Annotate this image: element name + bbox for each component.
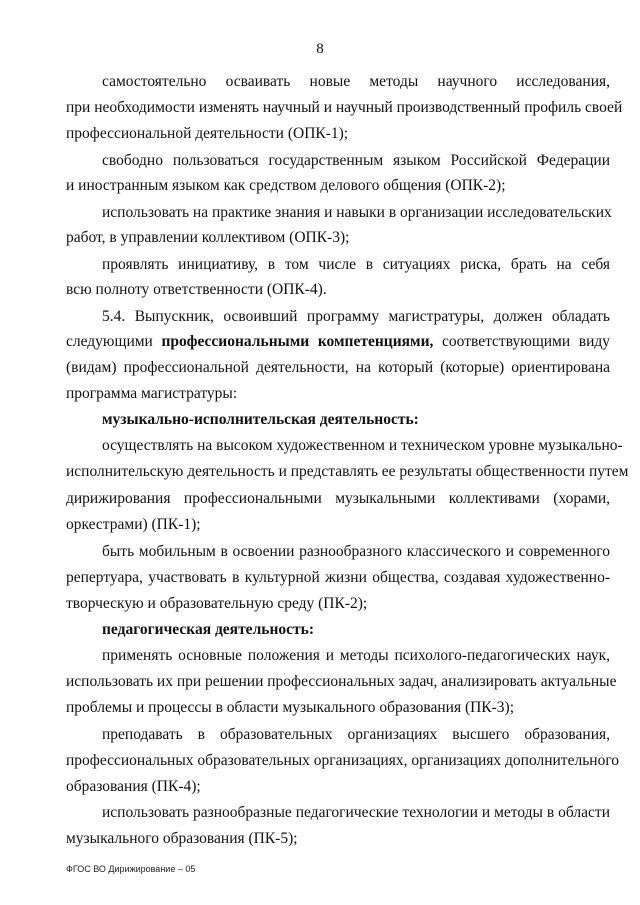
text-line: образования (ПК-4);: [66, 778, 201, 795]
text-line: использовать разнообразные педагогические технологии и методы в области: [102, 804, 610, 821]
text-line: проявлять инициативу, в том числе в ситуациях риска, брать на себя: [102, 256, 610, 273]
text-line: использовать их при решении профессиональных задач, анализировать актуальные: [66, 673, 617, 690]
mixed-text-line: [66, 332, 610, 352]
text-line: преподавать в образовательных организациях высшего образования,: [102, 726, 610, 743]
text-line: осуществлять на высоком художественном и техническом уровне музыкально-: [102, 437, 623, 454]
text-line: музыкального образования (ПК-5);: [66, 830, 298, 847]
text-line: исполнительскую деятельность и представлять ее результаты общественности путем: [66, 463, 629, 480]
text-line: оркестрами) (ПК-1);: [66, 516, 201, 533]
text-line: дирижирования профессиональными музыкальными коллективами (хорами,: [66, 490, 610, 507]
text-run: соответствующими виду: [433, 333, 611, 350]
text-line: применять основные положения и методы психолого-педагогических наук,: [102, 647, 610, 664]
footer-text: ФГОС ВО Дирижирование – 05: [66, 864, 196, 874]
text-line: быть мобильным в освоении разнообразного классического и современного: [102, 543, 610, 560]
text-line: профессиональной деятельности (ОПК-1);: [66, 125, 349, 142]
section-heading: музыкально-исполнительская деятельность:: [102, 411, 419, 428]
text-line: проблемы и процессы в области музыкального образования (ПК-3);: [66, 699, 515, 716]
page-number: 8: [316, 41, 324, 57]
text-line: при необходимости изменять научный и научный производственный профиль своей: [66, 99, 623, 116]
text-line: работ, в управлении коллективом (ОПК-3);: [66, 229, 350, 246]
text-line: творческую и образовательную среду (ПК-2);: [66, 595, 368, 612]
text-line: 5.4. Выпускник, освоивший программу магистратуры, должен обладать: [102, 308, 610, 325]
text-line: свободно пользоваться государственным языком Российской Федерации: [102, 152, 610, 169]
text-line: и иностранным языком как средством делового общения (ОПК-2);: [66, 177, 506, 194]
text-line: программа магистратуры:: [66, 385, 238, 402]
section-heading: педагогическая деятельность:: [102, 621, 314, 638]
text-line: профессиональных образовательных организациях, организациях дополнительного: [66, 752, 620, 769]
bold-text-run: профессиональными компетенциями,: [161, 333, 434, 350]
text-line: всю полноту ответственности (ОПК-4).: [66, 281, 327, 298]
text-run: следующими: [66, 333, 162, 350]
text-line: самостоятельно осваивать новые методы научного исследования,: [102, 73, 610, 90]
text-line: (видам) профессиональной деятельности, на который (которые) ориентирована: [66, 359, 610, 376]
text-line: репертуара, участвовать в культурной жизни общества, создавая художественно-: [66, 569, 610, 586]
text-line: использовать на практике знания и навыки в организации исследовательских: [102, 204, 612, 221]
